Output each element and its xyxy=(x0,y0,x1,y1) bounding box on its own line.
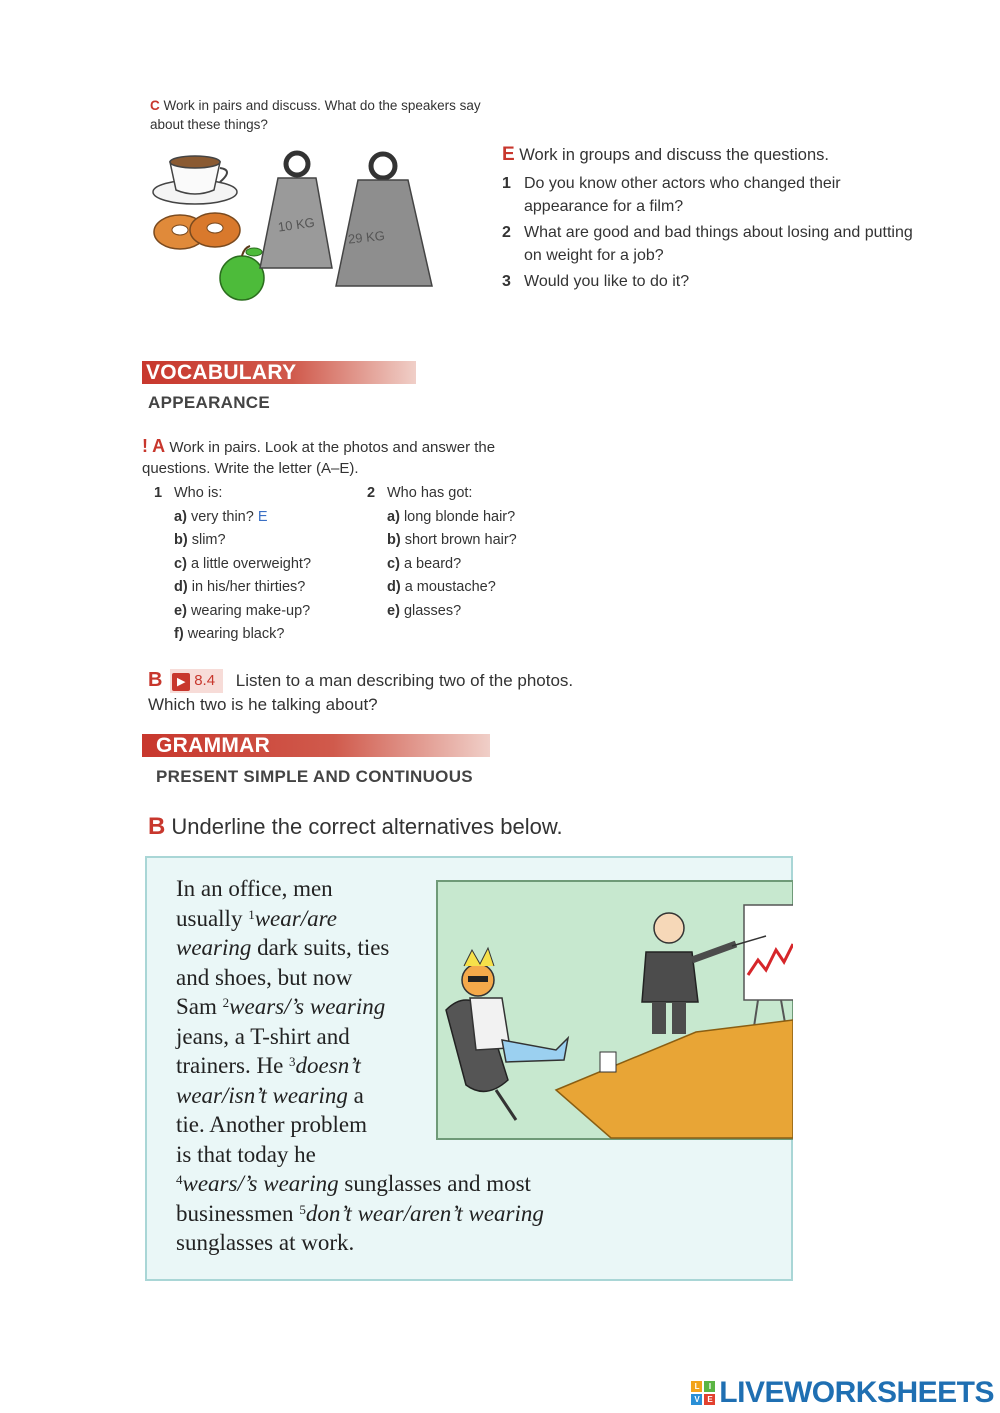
story-fragment: is that today he xyxy=(176,1141,316,1167)
manager-leg xyxy=(672,1002,686,1034)
story-fragment: sunglasses and most xyxy=(338,1171,531,1196)
weight-handle xyxy=(286,153,308,175)
story-line xyxy=(176,904,616,934)
column-head-text: Who is: xyxy=(174,485,223,501)
manager-head xyxy=(654,913,684,943)
section-e xyxy=(502,143,922,296)
column-head xyxy=(367,482,567,506)
audio-track-button[interactable] xyxy=(170,669,223,693)
column-head xyxy=(154,482,364,506)
item-text: a moustache? xyxy=(404,579,496,595)
item-text: very thin? xyxy=(190,508,254,525)
column-number: 2 xyxy=(367,485,376,501)
small-weight-label: 10 KG xyxy=(277,214,316,235)
coffee xyxy=(170,156,220,168)
gap-number: 5 xyxy=(299,1201,306,1217)
audio-track-number: 8.4 xyxy=(194,672,216,689)
flipchart xyxy=(744,905,793,1000)
item-letter: e) xyxy=(174,602,187,619)
section-c-letter: C xyxy=(150,98,160,113)
story-line xyxy=(176,992,616,1022)
story-fragment: a xyxy=(347,1082,364,1108)
item-text: slim? xyxy=(191,532,226,548)
item-text: in his/her thirties? xyxy=(191,579,306,595)
story-line xyxy=(176,1140,616,1170)
manager-suit xyxy=(642,952,698,1002)
question-text: Would you like to do it? xyxy=(524,273,690,290)
alternative-option[interactable]: wear/isn’t wearing xyxy=(176,1082,348,1108)
list-item xyxy=(367,506,567,530)
question-number: 2 xyxy=(502,224,511,241)
grammar-band: GRAMMAR xyxy=(142,734,490,757)
who-is-column xyxy=(154,482,364,647)
gap-number: 2 xyxy=(222,995,230,1010)
manager-leg xyxy=(652,1002,666,1034)
item-text: a little overweight? xyxy=(190,555,312,572)
liveworksheets-logo xyxy=(691,1376,994,1410)
alternative-option[interactable]: don’t wear/aren’t wearing xyxy=(305,1200,544,1226)
story-fragment: tie. Another problem xyxy=(176,1112,367,1137)
list-item xyxy=(154,576,364,600)
item-letter: b) xyxy=(387,532,401,548)
story-line xyxy=(176,1022,616,1052)
who-has-got-column xyxy=(367,482,567,623)
item-text: long blonde hair? xyxy=(403,508,516,525)
story-line xyxy=(176,1051,616,1081)
task-a-text: Work in pairs. Look at the photos and answer the questions. Write the letter (A–E). xyxy=(142,439,496,477)
play-icon[interactable]: ▶ xyxy=(172,673,190,691)
alternative-option[interactable]: wearing xyxy=(176,935,252,960)
gap-number: 3 xyxy=(289,1054,296,1069)
story-fragment: In an office, men xyxy=(176,876,333,901)
story-fragment: businessmen xyxy=(176,1200,300,1226)
story-line xyxy=(176,1199,616,1229)
logo-mark-letter: V xyxy=(691,1394,702,1405)
apple-leaf xyxy=(246,248,262,256)
story-fragment: dark suits, ties xyxy=(251,935,390,960)
food-weights-illustration xyxy=(150,150,450,305)
task-b-letter: B xyxy=(148,669,163,691)
story-fragment: jeans, a T-shirt and xyxy=(176,1023,350,1049)
question-text: What are good and bad things about losing and putting on weight for a job? xyxy=(524,224,913,264)
logo-mark-icon xyxy=(691,1381,715,1405)
apple xyxy=(220,256,264,300)
logo-mark-letter: I xyxy=(704,1381,715,1392)
story-line xyxy=(176,874,616,904)
item-letter: a) xyxy=(174,508,187,525)
vocabulary-band: VOCABULARY xyxy=(142,361,416,384)
item-text: wearing make-up? xyxy=(190,602,311,619)
story-line xyxy=(176,1169,616,1199)
item-letter: d) xyxy=(174,579,188,595)
story-fragment: usually xyxy=(176,905,249,931)
list-item xyxy=(367,529,567,553)
question-item xyxy=(502,172,922,218)
list-item xyxy=(154,506,364,530)
alternative-option[interactable]: wears/’s wearing xyxy=(182,1171,339,1196)
item-letter: f) xyxy=(174,626,184,642)
section-e-letter: E xyxy=(502,144,515,165)
task-marker: ! xyxy=(142,436,148,456)
vocabulary-task-a xyxy=(142,436,562,479)
doughnut-hole xyxy=(207,223,223,233)
story-line xyxy=(176,1228,616,1258)
logo-mark-letter: E xyxy=(704,1394,715,1405)
story-fragment: and shoes, but now xyxy=(176,964,353,990)
item-text: glasses? xyxy=(403,602,462,619)
list-item xyxy=(367,576,567,600)
logo-mark-letter: L xyxy=(691,1381,702,1392)
section-e-title xyxy=(502,143,922,167)
grammar-task-b xyxy=(148,813,563,841)
vocabulary-task-b xyxy=(148,668,588,717)
large-weight-label: 29 KG xyxy=(347,227,386,247)
story-line xyxy=(176,963,616,993)
list-item xyxy=(367,553,567,577)
question-item xyxy=(502,270,922,293)
list-item xyxy=(154,553,364,577)
doughnut-hole xyxy=(172,225,188,235)
grammar-task-b-letter: B xyxy=(148,813,166,840)
story-text xyxy=(176,874,616,1258)
story-line xyxy=(176,1081,616,1111)
cup-handle xyxy=(220,168,227,182)
column-number: 1 xyxy=(154,485,163,501)
logo-text: LIVEWORKSHEETS xyxy=(719,1376,994,1409)
gap-number: 4 xyxy=(176,1172,183,1187)
item-letter: c) xyxy=(387,555,400,572)
task-a-letter: A xyxy=(152,436,166,456)
alternative-option[interactable]: wear/are xyxy=(254,905,337,931)
grammar-task-b-text: Underline the correct alternatives below. xyxy=(171,814,563,839)
item-letter: d) xyxy=(387,579,401,595)
answer-field[interactable]: E xyxy=(257,508,268,525)
item-letter: c) xyxy=(174,555,187,572)
section-c-text: Work in pairs and discuss. What do the speakers say about these things? xyxy=(150,98,481,132)
item-letter: a) xyxy=(387,508,400,525)
story-line xyxy=(176,933,616,963)
question-text: Do you know other actors who changed their appearance for a film? xyxy=(524,175,841,215)
vocabulary-subhead: APPEARANCE xyxy=(148,393,271,412)
alternative-option[interactable]: doesn’t xyxy=(295,1053,361,1078)
column-head-text: Who has got: xyxy=(387,485,473,501)
item-letter: e) xyxy=(387,602,400,619)
grammar-subhead: PRESENT SIMPLE AND CONTINUOUS xyxy=(156,767,473,786)
list-item xyxy=(154,529,364,553)
story-line xyxy=(176,1110,616,1140)
question-item xyxy=(502,221,922,267)
section-e-title-text: Work in groups and discuss the questions. xyxy=(519,146,829,164)
item-text: wearing black? xyxy=(187,626,285,642)
item-letter: b) xyxy=(174,532,188,548)
section-c xyxy=(150,96,510,134)
list-item xyxy=(154,600,364,624)
question-number: 3 xyxy=(502,273,511,290)
gap-number: 1 xyxy=(248,906,255,922)
list-item xyxy=(154,623,364,647)
list-item xyxy=(367,600,567,624)
story-fragment: sunglasses at work. xyxy=(176,1230,355,1255)
weight-handle xyxy=(371,154,395,178)
task-b-text: Listen to a man describing two of the photos. Which two is he talking about? xyxy=(148,671,574,714)
question-number: 1 xyxy=(502,175,511,192)
item-text: a beard? xyxy=(403,555,462,572)
story-fragment: Sam xyxy=(176,994,223,1019)
story-fragment: trainers. He xyxy=(176,1053,290,1078)
alternative-option[interactable]: wears/’s wearing xyxy=(229,994,386,1019)
item-text: short brown hair? xyxy=(404,532,517,548)
